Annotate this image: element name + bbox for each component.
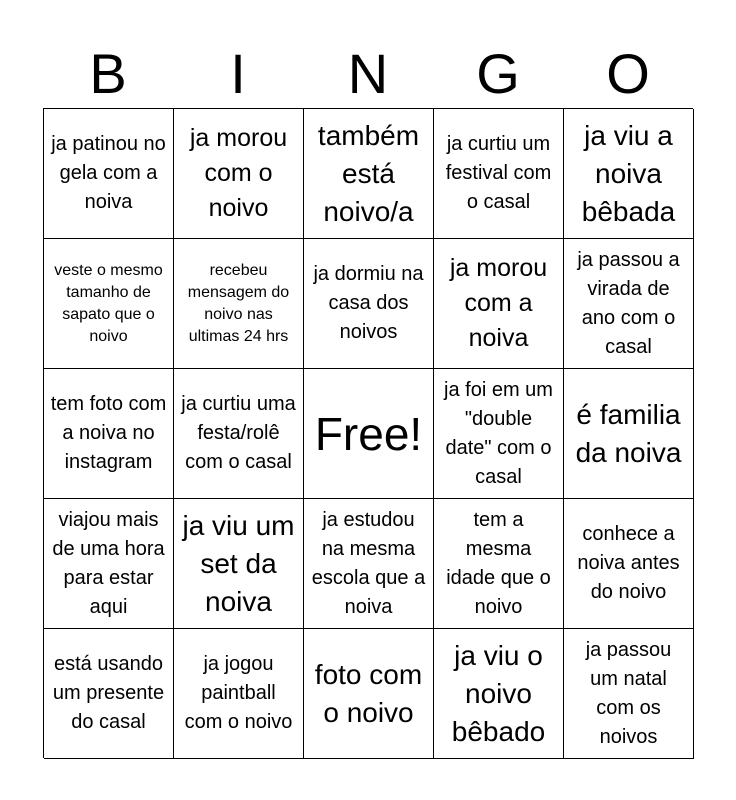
cell-text: tem a mesma idade que o noivo [446,508,551,618]
bingo-header [43,40,693,108]
bingo-cell[interactable] [44,239,174,369]
bingo-cell[interactable] [304,629,434,759]
cell-text: veste o mesmo tamanho de sapato que o noivo [54,261,163,345]
cell-text: ja passou um natal com os noivos [585,638,672,748]
bingo-cell[interactable] [434,369,564,499]
bingo-cell[interactable] [434,109,564,239]
cell-text: ja viu um set da noiva [182,509,295,617]
header-letter-i: I [230,42,246,105]
cell-text: ja dormiu na casa dos noivos [313,263,424,343]
header-letter-g: G [476,42,520,105]
cell-text: está usando um presente do casal [52,653,165,733]
bingo-cell[interactable] [564,239,694,369]
cell-text: também está noivo/a [317,119,420,227]
cell-text: ja estudou na mesma escola que a noiva [311,508,426,618]
bingo-cell[interactable] [304,239,434,369]
cell-text: ja patinou no gela com a noiva [51,133,166,213]
bingo-cell[interactable] [174,369,304,499]
cell-text: ja passou a virada de ano com o casal [577,248,680,358]
bingo-cell[interactable] [434,629,564,759]
bingo-cell[interactable] [174,109,304,239]
header-letter-b: B [89,42,127,105]
cell-text: foto com o noivo [314,658,423,728]
bingo-cell[interactable] [174,239,304,369]
bingo-grid [43,108,693,758]
cell-text: ja morou com a noiva [449,254,548,352]
cell-text: ja curtiu um festival com o casal [445,133,552,213]
cell-text: ja morou com o noivo [189,124,288,222]
free-space-cell[interactable] [304,369,434,499]
cell-text: é familia da noiva [575,398,682,468]
cell-text: ja viu a noiva bêbada [581,119,676,227]
bingo-cell[interactable] [44,499,174,629]
header-letter-o: O [606,42,650,105]
cell-text: recebeu mensagem do noivo nas ultimas 24 hrs [187,261,290,345]
cell-text: viajou mais de uma hora para estar aqui [52,508,165,618]
cell-text: ja curtiu uma festa/rolê com o casal [181,393,296,473]
bingo-cell[interactable] [304,499,434,629]
cell-text: ja jogou paintball com o noivo [184,653,293,733]
bingo-cell[interactable] [174,499,304,629]
bingo-cell[interactable] [564,499,694,629]
bingo-cell[interactable] [304,109,434,239]
free-space-text: Free! [314,407,423,460]
bingo-cell[interactable] [564,369,694,499]
bingo-cell[interactable] [44,369,174,499]
cell-text: ja foi em um "double date" com o casal [444,378,553,488]
bingo-cell[interactable] [434,499,564,629]
bingo-cell[interactable] [44,109,174,239]
cell-text: ja viu o noivo bêbado [451,639,546,747]
header-letter-n: N [347,42,389,105]
cell-text: conhece a noiva antes do noivo [577,523,680,603]
bingo-cell[interactable] [434,239,564,369]
cell-text: tem foto com a noiva no instagram [50,393,167,473]
bingo-cell[interactable] [44,629,174,759]
bingo-cell[interactable] [564,109,694,239]
bingo-cell[interactable] [564,629,694,759]
bingo-cell[interactable] [174,629,304,759]
